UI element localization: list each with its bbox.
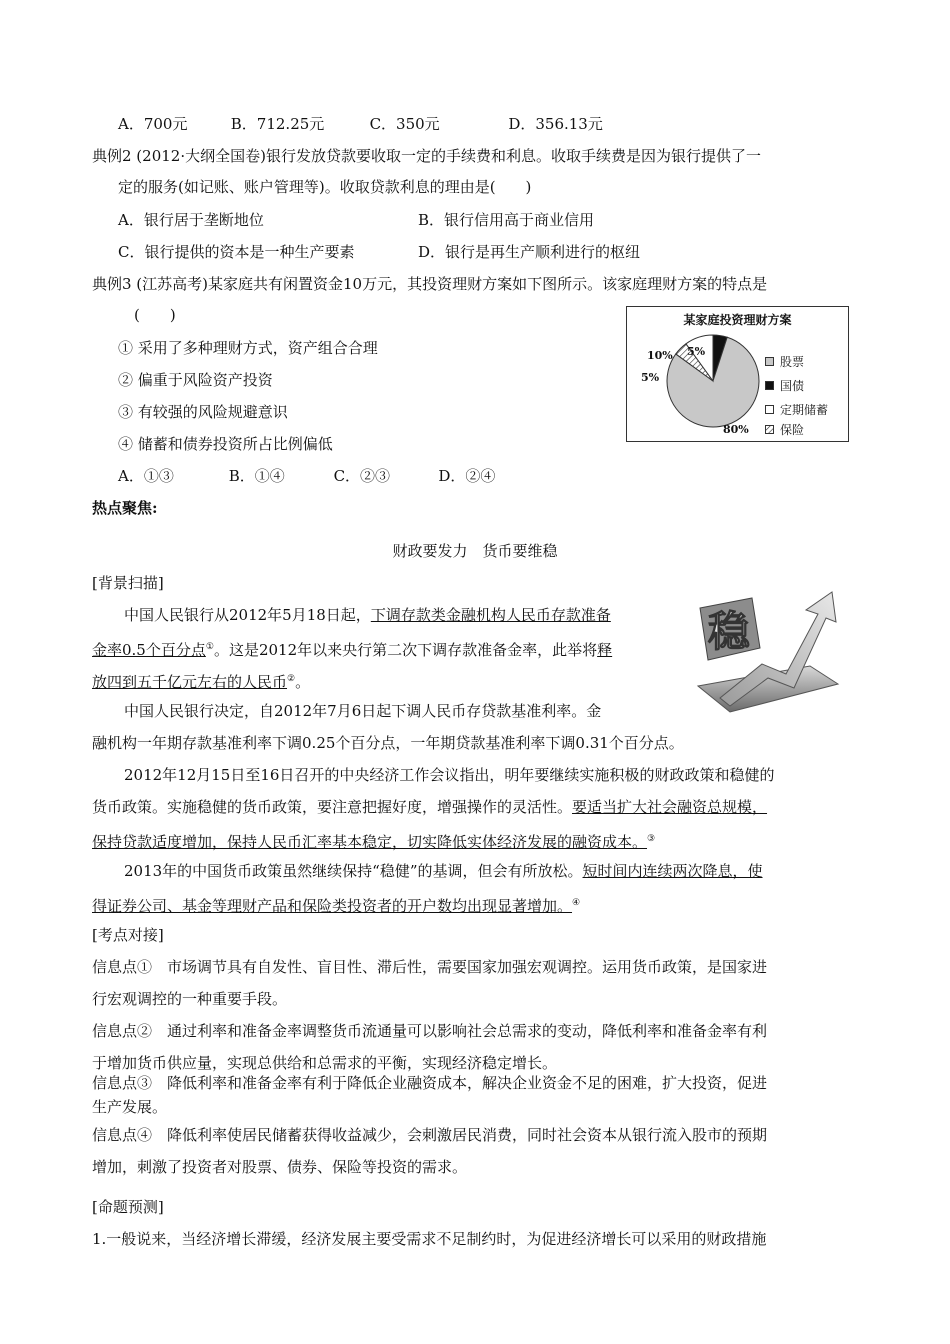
legend-swatch-insurance [765, 425, 774, 434]
legend-label-stocks: 股票 [780, 355, 805, 369]
legend-label-deposit: 定期储蓄 [780, 403, 829, 417]
info-2-line1: 信息点② 通过利率和准备金率调整货币流通量可以影响社会总需求的变动，降低利率和准备金率有利 [92, 1022, 768, 1040]
ex3-statement-3: ③ 有较强的风险规避意识 [118, 403, 288, 421]
legend-label-insurance: 保险 [780, 423, 805, 437]
p2-line2: 融机构一年期存款基准利率下调0.25个百分点，一年期贷款基准利率下调0.31个百分点。 [92, 734, 684, 752]
p1-underline-b: 下调存款类金融机构人民币存款准备 [370, 606, 611, 624]
footnote-1: ① [205, 642, 214, 652]
footnote-4: ④ [572, 898, 581, 908]
info-1-line2: 行宏观调控的一种重要手段。 [92, 990, 288, 1008]
predict-question-1: 1.一般说来，当经济增长滞缓，经济发展主要受需求不足制约时，为促进经济增长可以采用的财政措施 [92, 1230, 767, 1248]
ex3-option-c: C．②③ [333, 467, 391, 485]
ex3-options [118, 466, 495, 486]
hot-heading: 热点聚焦: [92, 499, 158, 517]
p4-line1 [124, 861, 763, 881]
p3-text-b: 货币政策。实施稳健的货币政策，要注意把握好度，增强操作的灵活性。 [92, 798, 573, 816]
p1-text-d: 。这是2012年以来央行第二次下调存款准备金率，此举将 [213, 641, 598, 659]
p1-underline-e: 释 [597, 641, 613, 659]
stability-character: 稳 [708, 607, 751, 656]
p3-underline-d: 保持贷款适度增加，保持人民币汇率基本稳定，切实降低实体经济发展的融资成本。 [92, 833, 648, 851]
chart-title: 某家庭投资理财方案 [683, 313, 792, 327]
pie-chart-figure [626, 306, 849, 442]
p3-line1: 2012年12月15日至16日召开的中央经济工作会议指出，明年要继续实施积极的财政政策和稳健的 [124, 766, 775, 784]
info-1-line1: 信息点① 市场调节具有自发性、盲目性、滞后性，需要国家加强宏观调控。运用货币政策，是国家进 [92, 958, 768, 976]
points-heading: [考点对接] [92, 926, 164, 944]
ex2-line2: 定的服务(如记账、账户管理等)。收取贷款利息的理由是( ) [118, 178, 532, 196]
p1-line3 [92, 669, 310, 692]
ex2-line1: 典例2 (2012·大纲全国卷)银行发放贷款要收取一定的手续费和利息。收取手续费是因为银行提供了一 [92, 147, 761, 165]
legend-insurance [765, 421, 804, 438]
legend-swatch-bonds [765, 381, 774, 390]
legend-swatch-stocks [765, 357, 774, 366]
ex2-option-b: B．银行信用高于商业信用 [418, 211, 595, 229]
info-3-line1: 信息点③ 降低利率和准备金率有利于降低企业融资成本，解决企业资金不足的困难，扩大投资，促进 [92, 1074, 768, 1092]
p4-underline-c: 得证券公司、基金等理财产品和保险类投资者的开户数均出现显著增加。 [92, 897, 573, 915]
legend-deposit [765, 401, 828, 418]
legend-swatch-deposit [765, 405, 774, 414]
ex2-option-a: A．银行居于垄断地位 [118, 211, 264, 229]
p3-line3 [92, 829, 655, 852]
p1-text-a: 中国人民银行从2012年5月18日起， [124, 606, 371, 624]
p3-line2 [92, 797, 767, 817]
p1-text-g: 。 [295, 673, 311, 691]
ex3-line2: ( ) [134, 306, 176, 324]
ex3-statement-2: ② 偏重于风险资产投资 [118, 371, 273, 389]
p1-underline-c: 金率0.5个百分点 [92, 641, 206, 659]
info-4-line2: 增加，刺激了投资者对股票、债券、保险等投资的需求。 [92, 1158, 468, 1176]
pie-label-stocks: 80% [723, 423, 749, 436]
pie-label-bonds: 5% [687, 345, 706, 358]
pie-label-deposit: 10% [647, 349, 673, 362]
ex3-option-b: B．①④ [228, 467, 285, 485]
pie-label-insurance: 5% [641, 371, 660, 384]
p1-line2 [92, 637, 612, 660]
q1-options [118, 114, 603, 134]
background-heading: [背景扫描] [92, 574, 164, 592]
ex3-statement-4: ④ 储蓄和债券投资所占比例偏低 [118, 435, 333, 453]
option-a: A．700元 [118, 115, 188, 133]
ex2-option-c: C．银行提供的资本是一种生产要素 [118, 243, 355, 261]
hot-title: 财政要发力 货币要维稳 [392, 542, 558, 560]
legend-label-bonds: 国债 [780, 379, 805, 393]
option-c: C．350元 [369, 115, 440, 133]
ex3-option-a: A．①③ [118, 467, 174, 485]
info-4-line1: 信息点④ 降低利率使居民储蓄获得收益减少，会刺激居民消费，同时社会资本从银行流入股市的预期 [92, 1126, 768, 1144]
ex3-statement-1: ① 采用了多种理财方式，资产组合合理 [118, 339, 378, 357]
p1-line1 [124, 605, 611, 625]
option-b: B．712.25元 [230, 115, 325, 133]
predict-heading: [命题预测] [92, 1198, 164, 1216]
stability-illustration [690, 588, 850, 718]
ex3-option-d: D．②④ [438, 467, 496, 485]
legend-stocks [765, 353, 804, 370]
ex3-line1: 典例3 (江苏高考)某家庭共有闲置资金10万元，其投资理财方案如下图所示。该家庭理财方案的特点是 [92, 275, 768, 293]
p2-line1: 中国人民银行决定，自2012年7月6日起下调人民币存贷款基准利率。金 [124, 702, 602, 720]
ex2-option-d: D．银行是再生产顺利进行的枢纽 [418, 243, 641, 261]
legend-bonds [765, 377, 804, 394]
p4-line2 [92, 893, 580, 916]
option-d: D．356.13元 [508, 115, 603, 133]
info-3-line2: 生产发展。 [92, 1098, 168, 1116]
p4-text-a: 2013年的中国货币政策虽然继续保持“稳健”的基调，但会有所放松。 [124, 862, 583, 880]
p4-underline-b: 短时间内连续两次降息，使 [582, 862, 763, 880]
p3-underline-c: 要适当扩大社会融资总规模， [572, 798, 768, 816]
info-2-line2: 于增加货币供应量，实现总供给和总需求的平衡，实现经济稳定增长。 [92, 1054, 558, 1072]
footnote-2: ② [287, 674, 296, 684]
p1-underline-f: 放四到五千亿元左右的人民币 [92, 673, 288, 691]
footnote-3: ③ [647, 834, 656, 844]
